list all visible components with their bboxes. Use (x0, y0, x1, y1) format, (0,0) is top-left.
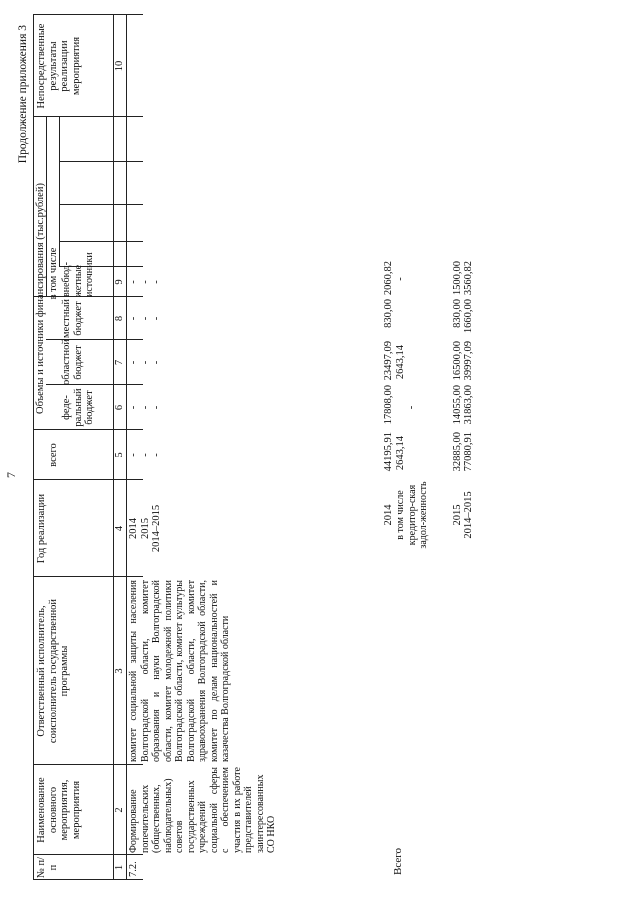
total-2015-local: 830,00 (452, 299, 463, 328)
row-regional-dashes (128, 340, 163, 385)
header-name: Наименование основного мероприятия, мероприятия (36, 777, 82, 843)
header-total: всего (48, 443, 59, 467)
dash: - (128, 316, 139, 321)
total-credit-extra: - (395, 277, 406, 281)
row-total-dashes (128, 430, 163, 480)
row-local-dashes (128, 297, 163, 340)
page-number: 7 (4, 472, 18, 478)
header-year: Год реализации (36, 493, 47, 564)
total-year-credit: в том числе кредитор-ская задол-женность (395, 481, 429, 549)
dash: - (128, 280, 139, 284)
row-name: Формирование попечительских (общественных, наблюдательных) советов государственных учреждений социальной сферы с обеспечением участия в их работе представителей заинтересованных СО НКО (128, 767, 277, 853)
colnum-bottom (126, 15, 127, 880)
header-federal: феде-ральный бюджет (61, 388, 95, 427)
row-years (128, 480, 163, 577)
dash: - (139, 453, 151, 457)
total-2014-regional: 23497,09 (383, 341, 394, 381)
colnum-3: 3 (114, 668, 125, 674)
table-border-top (33, 15, 34, 880)
row-num: 7.2. (128, 861, 139, 877)
colnum-8: 8 (114, 315, 125, 322)
total-credit-regional: 2643,14 (395, 345, 406, 380)
header-regional: областной бюджет (61, 339, 84, 385)
colnum-2: 2 (114, 807, 125, 813)
row-year-2014: 2014 (128, 518, 139, 539)
dash: - (151, 280, 162, 284)
header-local: местный бюджет (61, 298, 84, 339)
total-credit-federal: - (406, 405, 417, 410)
total-range-local: 1660,00 (463, 299, 474, 334)
total-2014-extra: 2060,82 (383, 261, 394, 296)
total-2015-total: 32885,00 (452, 432, 463, 472)
row-executor: комитет социальной защиты населения Волгоградской области, комитет образования и науки Волгоградской области, комитет молодежной политики Волгоградской области, комитет культуры Волгоградской области, комитет здравоохранения Волгоградской области, комитет по делам национальностей и казачества Волгоградской области (128, 580, 231, 762)
vline-11 (59, 204, 143, 205)
continuation-note: Продолжение приложения 3 (17, 25, 29, 164)
total-range-total: 77080,91 (463, 432, 474, 472)
total-2015-federal: 14055,00 (452, 385, 463, 425)
dash: - (151, 360, 162, 365)
dash: - (151, 316, 162, 321)
total-2015-extra: 1500,00 (452, 261, 463, 296)
dash: - (151, 405, 162, 410)
row-federal-dashes (128, 385, 163, 430)
dash: - (128, 360, 139, 365)
total-2014-total: 44195,91 (383, 432, 394, 472)
total-year-2015: 2015 (452, 504, 463, 526)
colnum-9: 9 (114, 279, 125, 285)
dash: - (151, 453, 162, 457)
total-year-2014: 2014 (383, 504, 394, 526)
total-credit-total: 2643,14 (395, 436, 406, 471)
dash: - (139, 280, 151, 284)
row-extra-dashes (128, 267, 163, 297)
dash: - (139, 405, 151, 410)
dash: - (128, 405, 139, 410)
total-range-federal: 31863,00 (463, 385, 474, 425)
colnum-6: 6 (114, 404, 125, 411)
total-2014-local: 830,00 (383, 299, 394, 328)
total-2015-regional: 16500,00 (452, 341, 463, 381)
colnum-7: 7 (114, 359, 125, 366)
total-year-range: 2014–2015 (463, 491, 474, 539)
total-range-regional: 39997,09 (463, 341, 474, 381)
total-2014-federal: 17808,00 (383, 385, 394, 425)
total-label: Всего (392, 848, 404, 875)
header-results: Непосредственные результаты реализации мероприятия (36, 23, 82, 109)
header-incl: в том числе (48, 247, 59, 300)
dash: - (139, 360, 151, 365)
vline-10 (59, 241, 143, 242)
header-funding: Объемы и источники финансирования (тыс.рублей) (35, 183, 46, 414)
dash: - (128, 453, 139, 457)
colnum-1: 1 (114, 864, 125, 871)
colnum-5: 5 (114, 452, 125, 458)
header-num: № п/п (36, 856, 59, 879)
row-year-range: 2014–2015 (151, 504, 162, 553)
total-range-extra: 3560,82 (463, 261, 474, 296)
vline-12 (59, 161, 143, 162)
dash: - (139, 316, 151, 321)
header-executor: Ответственный исполнитель, соисполнитель государственной программы (36, 598, 70, 744)
header-extra: внебюд-жетные источники (61, 252, 95, 297)
colnum-4: 4 (114, 525, 125, 532)
row-year-2015: 2015 (139, 518, 151, 539)
colnum-10: 10 (114, 60, 125, 72)
